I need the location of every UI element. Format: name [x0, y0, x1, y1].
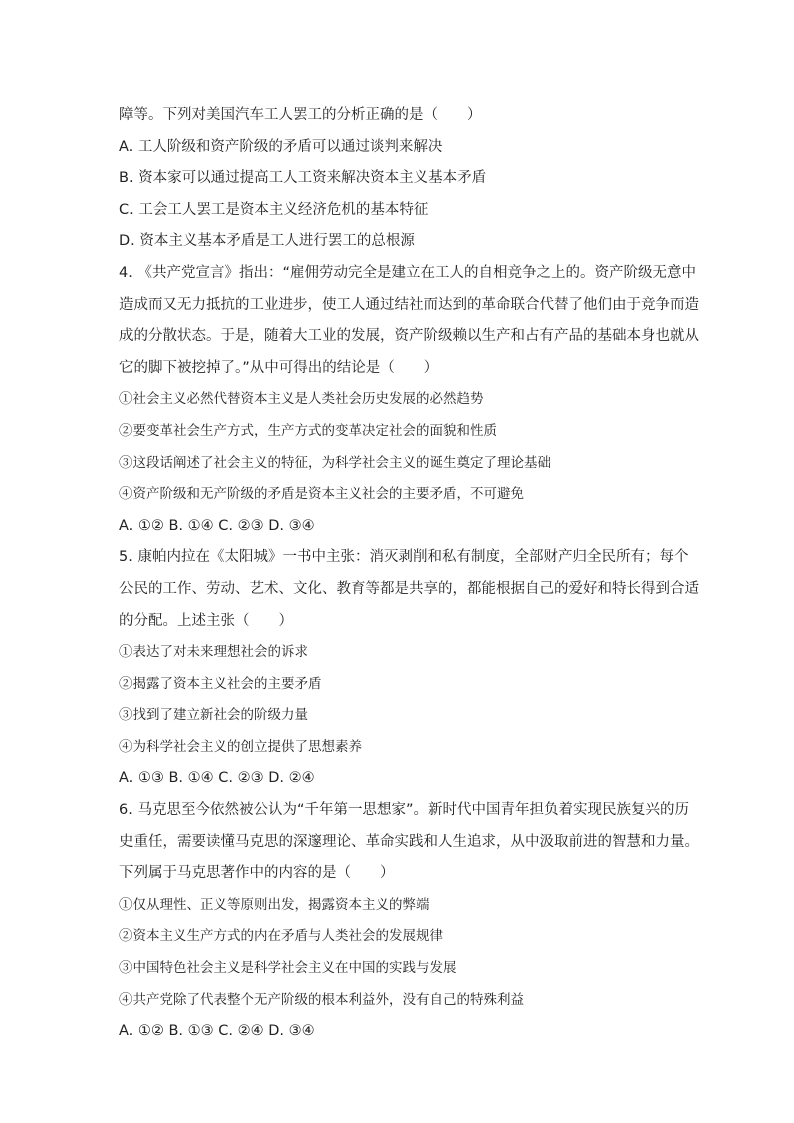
- question-5-stem-line: 5. 康帕内拉在《太阳城》一书中主张：消灭剥削和私有制度，全部财产归全民所有；每个: [119, 549, 689, 566]
- question-3-option-b: B. 资本家可以通过提高工人工资来解决资本主义基本矛盾: [119, 170, 487, 187]
- question-5-item-1: ①表达了对未来理想社会的诉求: [119, 644, 308, 661]
- question-6-item-2: ②资本主义生产方式的内在矛盾与人类社会的发展规律: [119, 928, 443, 945]
- question-4-item-4: ④资产阶级和无产阶级的矛盾是资本主义社会的主要矛盾，不可避免: [119, 486, 524, 503]
- question-6-stem-line: 6. 马克思至今依然被公认为“千年第一思想家”。新时代中国青年担负着实现民族复兴的历: [119, 802, 689, 819]
- question-6-item-3: ③中国特色社会主义是科学社会主义在中国的实践与发展: [119, 960, 457, 977]
- question-3-stem-tail: 障等。下列对美国汽车工人罢工的分析正确的是（ ）: [119, 107, 482, 123]
- question-6-answer-choices: A. ①② B. ①③ C. ②④ D. ③④: [119, 1023, 315, 1040]
- question-5-item-2: ②揭露了资本主义社会的主要矛盾: [119, 675, 322, 692]
- question-3-option-c: C. 工会工人罢工是资本主义经济危机的基本特征: [119, 201, 429, 218]
- question-5-item-3: ③找到了建立新社会的阶级力量: [119, 707, 308, 724]
- question-3-option-d: D. 资本主义基本矛盾是工人进行罢工的总根源: [119, 233, 415, 250]
- question-6-item-4: ④共产党除了代表整个无产阶级的根本利益外，没有自己的特殊利益: [119, 991, 524, 1008]
- question-4-item-2: ②要变革社会生产方式，生产方式的变革决定社会的面貌和性质: [119, 422, 497, 439]
- question-5-stem-line: 的分配。上述主张（ ）: [119, 612, 293, 629]
- question-4-item-1: ①社会主义必然代替资本主义是人类社会历史发展的必然趋势: [119, 391, 484, 408]
- question-4-stem-line: 成的分散状态。于是，随着大工业的发展，资产阶级赖以生产和占有产品的基础本身也就从: [119, 328, 699, 345]
- question-4-stem-line: 它的脚下被挖掉了。”从中可得出的结论是（ ）: [119, 359, 439, 376]
- question-4-answer-choices: A. ①② B. ①④ C. ②③ D. ③④: [119, 517, 315, 534]
- question-6-item-1: ①仅从理性、正义等原则出发，揭露资本主义的弊端: [119, 896, 430, 913]
- question-5-answer-choices: A. ①③ B. ①④ C. ②③ D. ②④: [119, 770, 315, 787]
- question-5-stem-line: 公民的工作、劳动、艺术、文化、教育等都是共享的，都能根据自己的爱好和特长得到合适: [119, 580, 699, 597]
- question-4-item-3: ③这段话阐述了社会主义的特征，为科学社会主义的诞生奠定了理论基础: [119, 454, 551, 471]
- question-5-item-4: ④为科学社会主义的创立提供了思想素养: [119, 738, 362, 755]
- question-6-stem-line: 下列属于马克思著作中的内容的是（ ）: [119, 865, 395, 882]
- question-4-stem-line: 4. 《共产党宣言》指出：“雇佣劳动完全是建立在工人的自相竞争之上的。资产阶级无意中: [119, 264, 696, 281]
- question-4-stem-line: 造成而又无力抵抗的工业进步，使工人通过结社而达到的革命联合代替了他们由于竞争而造: [119, 296, 699, 313]
- question-3-option-a: A. 工人阶级和资产阶级的矛盾可以通过谈判来解决: [119, 138, 443, 155]
- document-body: [119, 100, 699, 1048]
- question-6-stem-line: 史重任，需要读懂马克思的深邃理论、革命实践和人生追求，从中汲取前进的智慧和力量。: [119, 833, 699, 850]
